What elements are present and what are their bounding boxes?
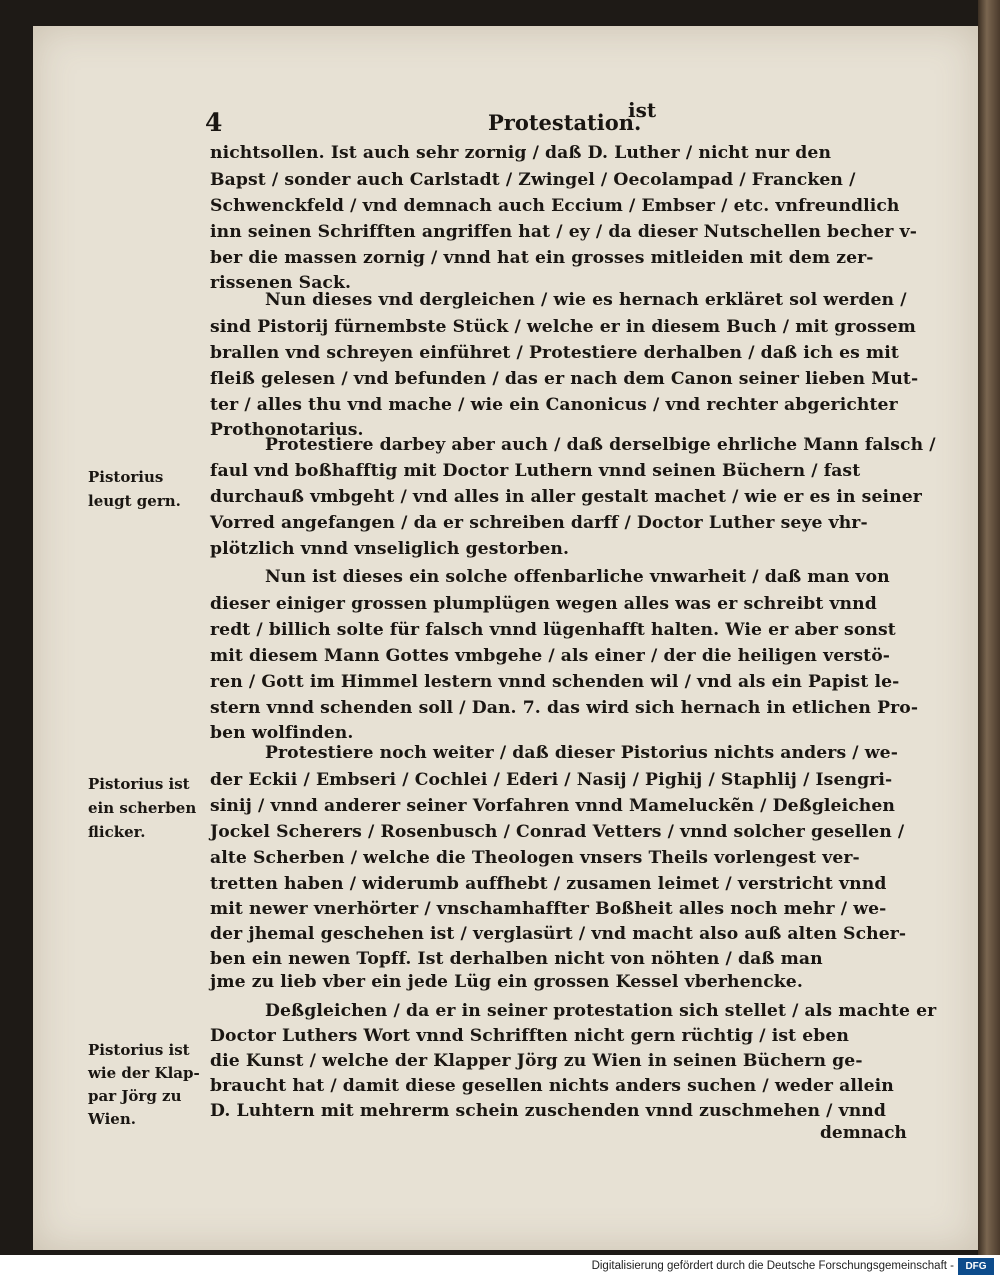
marginal-note: Pistorius ist bbox=[88, 775, 190, 793]
text-line: ren / Gott im Himmel lestern vnnd schenden wil / vnd als ein Papist le- bbox=[210, 672, 900, 692]
marginal-note: Pistorius bbox=[88, 468, 164, 486]
text-line: tretten haben / widerumb auffhebt / zusamen leimet / verstricht vnnd bbox=[210, 874, 887, 894]
text-line: D. Luhtern mit mehrerm schein zuschenden vnnd zuschmehen / vnnd bbox=[210, 1101, 887, 1121]
text-line: die Kunst / welche der Klapper Jörg zu Wien in seinen Büchern ge- bbox=[210, 1051, 863, 1071]
catchword-top: ist bbox=[628, 98, 657, 122]
text-line: stern vnnd schenden soll / Dan. 7. das wird sich hernach in etlichen Pro- bbox=[210, 698, 919, 718]
running-title: Protestation. bbox=[488, 110, 642, 135]
text-line: Deßgleichen / da er in seiner protestation sich stellet / als machte er bbox=[265, 1001, 937, 1021]
marginal-note: flicker. bbox=[88, 823, 146, 841]
text-line: alte Scherben / welche die Theologen vnsers Theils vorlengest ver- bbox=[210, 848, 860, 868]
text-line: redt / billich solte für falsch vnnd lügenhafft halten. Wie er aber sonst bbox=[210, 620, 896, 640]
text-line: sind Pistorij fürnembste Stück / welche er in diesem Buch / mit grossem bbox=[210, 317, 916, 337]
text-line: mit diesem Mann Gottes vmbgehe / als einer / der die heiligen verstö- bbox=[210, 646, 890, 666]
text-line: faul vnd boßhafftig mit Doctor Luthern vnnd seinen Büchern / fast bbox=[210, 461, 861, 481]
text-line: der Eckii / Embseri / Cochlei / Ederi / Nasij / Pighij / Staphlij / Isengri- bbox=[210, 770, 893, 790]
text-line: Bapst / sonder auch Carlstadt / Zwingel / Oecolampad / Francken / bbox=[210, 170, 856, 190]
text-line: Prothonotarius. bbox=[210, 420, 364, 440]
dfg-logo[interactable]: DFG bbox=[958, 1258, 994, 1275]
text-line: ter / alles thu vnd mache / wie ein Canonicus / vnd rechter abgerichter bbox=[210, 395, 898, 415]
text-line: der jhemal geschehen ist / verglasürt / vnd macht also auß alten Scher- bbox=[210, 924, 907, 944]
text-line: durchauß vmbgeht / vnd alles in aller gestalt machet / wie er es in seiner bbox=[210, 487, 922, 507]
book-spine-edge bbox=[978, 0, 1000, 1255]
marginal-note: Wien. bbox=[88, 1110, 136, 1128]
footer-bar bbox=[0, 1255, 1000, 1280]
catchword-bottom: demnach bbox=[820, 1123, 907, 1143]
text-line: Doctor Luthers Wort vnnd Schrifften nicht gern rüchtig / ist eben bbox=[210, 1026, 850, 1046]
marginal-note: wie der Klap- bbox=[88, 1064, 200, 1082]
text-line: Nun ist dieses ein solche offenbarliche vnwarheit / daß man von bbox=[265, 567, 890, 587]
text-line: Protestiere noch weiter / daß dieser Pistorius nichts anders / we- bbox=[265, 743, 898, 763]
text-line: nichtsollen. Ist auch sehr zornig / daß D. Luther / nicht nur den bbox=[210, 143, 832, 163]
text-line: Protestiere darbey aber auch / daß derselbige ehrliche Mann falsch / bbox=[265, 435, 936, 455]
text-line: sinij / vnnd anderer seiner Vorfahren vnnd Mameluckẽn / Deßgleichen bbox=[210, 796, 896, 816]
text-line: mit newer vnerhörter / vnschamhaffter Boßheit alles noch mehr / we- bbox=[210, 899, 887, 919]
text-line: ben ein newen Topff. Ist derhalben nicht von nöhten / daß man bbox=[210, 949, 823, 969]
text-line: ben wolfinden. bbox=[210, 723, 354, 743]
marginal-note: par Jörg zu bbox=[88, 1087, 182, 1105]
marginal-note: ein scherben bbox=[88, 799, 197, 817]
text-line: Jockel Scherers / Rosenbusch / Conrad Vetters / vnnd solcher gesellen / bbox=[210, 822, 905, 842]
text-line: fleiß gelesen / vnd befunden / das er nach dem Canon seiner lieben Mut- bbox=[210, 369, 919, 389]
text-line: dieser einiger grossen plumplügen wegen alles was er schreibt vnnd bbox=[210, 594, 877, 614]
marginal-note: leugt gern. bbox=[88, 492, 181, 510]
text-line: Vorred angefangen / da er schreiben darff / Doctor Luther seye vhr- bbox=[210, 513, 868, 533]
text-line: inn seinen Schrifften angriffen hat / ey / da dieser Nutschellen becher v- bbox=[210, 222, 917, 242]
text-line: Nun dieses vnd dergleichen / wie es hernach erkläret sol werden / bbox=[265, 290, 907, 310]
text-line: jme zu lieb vber ein jede Lüg ein grossen Kessel vberhencke. bbox=[210, 972, 803, 992]
text-line: plötzlich vnnd vnseliglich gestorben. bbox=[210, 539, 570, 559]
text-line: Schwenckfeld / vnd demnach auch Eccium / Embser / etc. vnfreundlich bbox=[210, 196, 900, 216]
text-line: rissenen Sack. bbox=[210, 273, 352, 293]
text-line: brallen vnd schreyen einführet / Protestiere derhalben / daß ich es mit bbox=[210, 343, 899, 363]
funding-credit: Digitalisierung gefördert durch die Deutsche Forschungsgemeinschaft - bbox=[591, 1260, 954, 1272]
page-number: 4 bbox=[205, 108, 223, 137]
text-line: ber die massen zornig / vnnd hat ein grosses mitleiden mit dem zer- bbox=[210, 248, 874, 268]
text-line: braucht hat / damit diese gesellen nichts anders suchen / weder allein bbox=[210, 1076, 894, 1096]
marginal-note: Pistorius ist bbox=[88, 1041, 190, 1059]
